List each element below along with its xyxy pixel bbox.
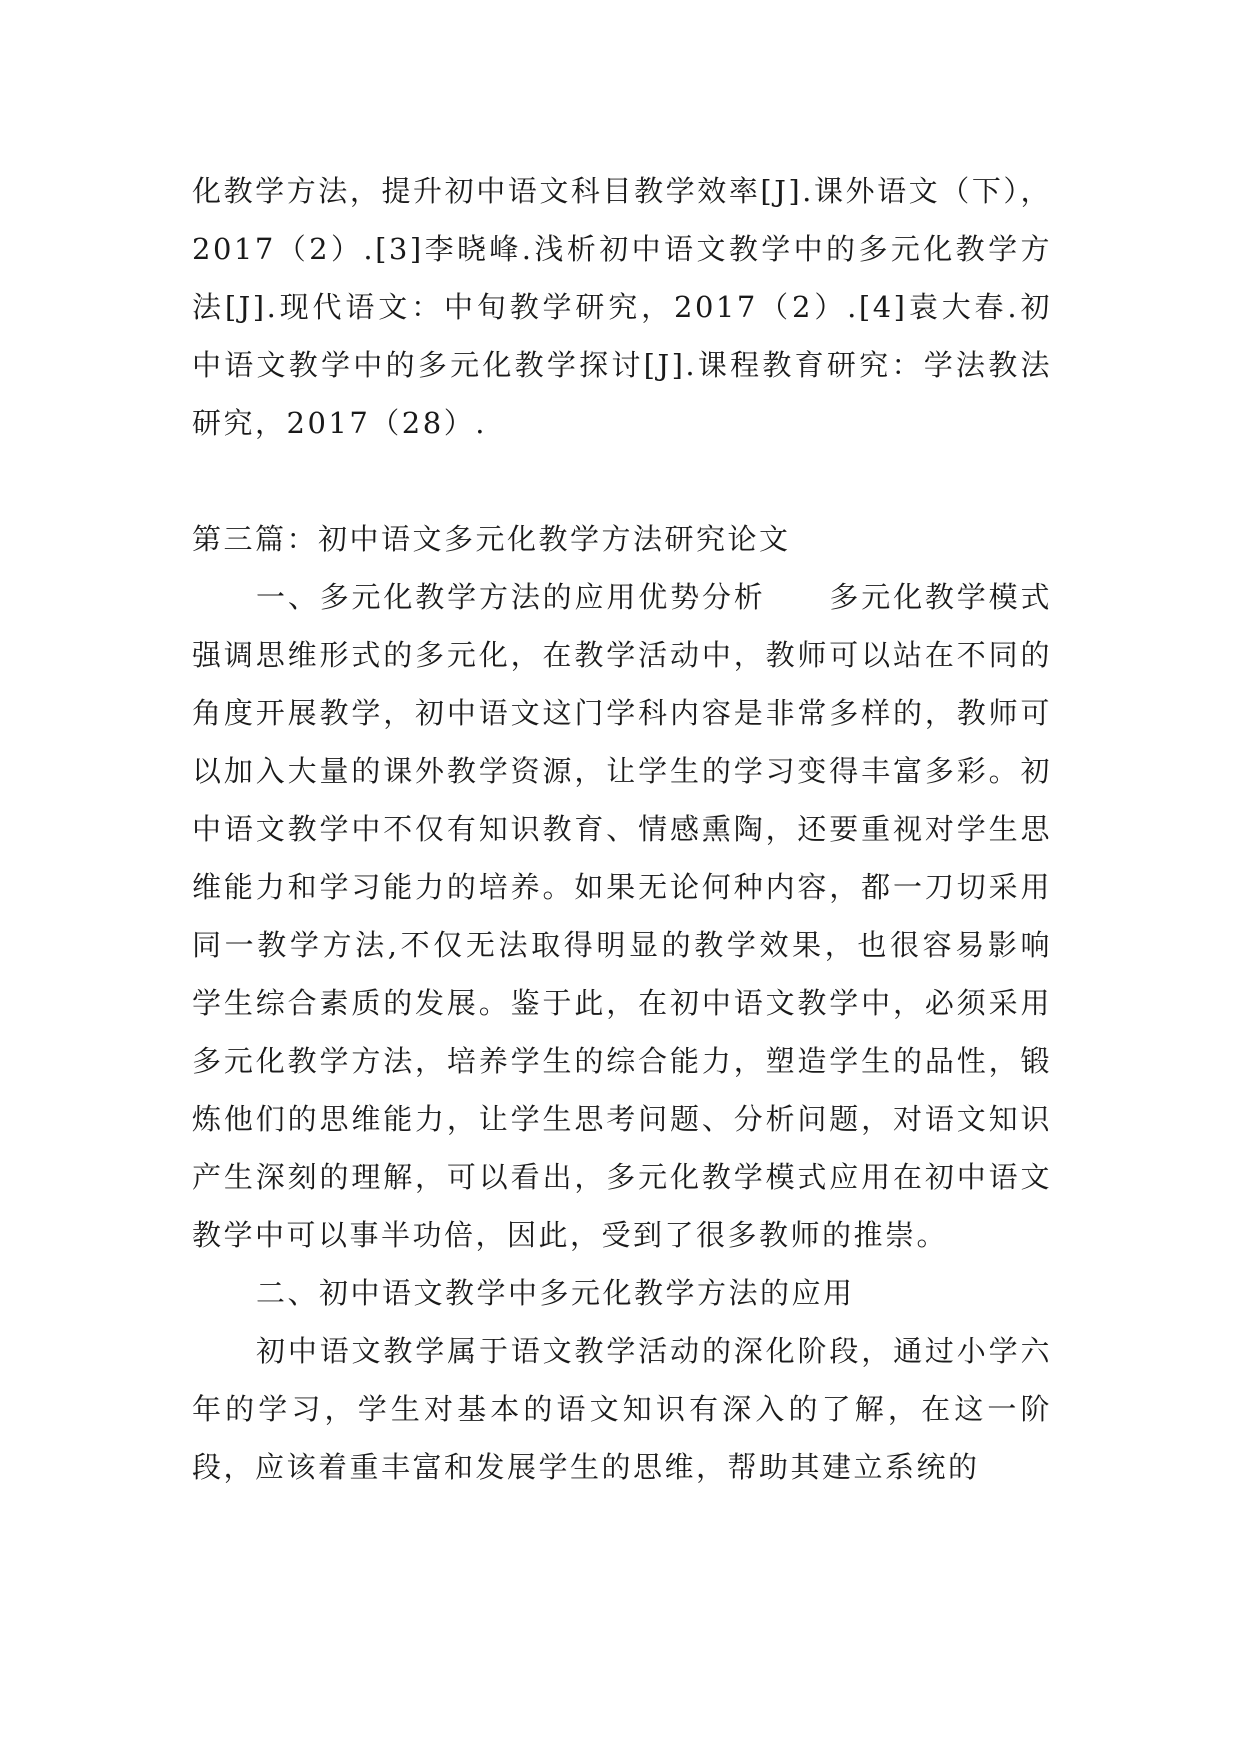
paragraph-advantages: 一、多元化教学方法的应用优势分析 多元化教学模式强调思维形式的多元化，在教学活动中，教师可以站在不同的角度开展教学，初中语文这门学科内容是非常多样的，教师可以加入大量的课外教学资源，让学生的学习变得丰富多彩。初中语文教学中不仅有知识教育、情感熏陶，还要重视对学生思维能力和学习能力的培养。如果无论何种内容，都一刀切采用同一教学方法,不仅无法取得明显的教学效果，也很容易影响学生综合素质的发展。鉴于此，在初中语文教学中，必须采用多元化教学方法，培养学生的综合能力，塑造学生的品性，锻炼他们的思维能力，让学生思考问题、分析问题，对语文知识产生深刻的理解，可以看出，多元化教学模式应用在初中语文教学中可以事半功倍，因此，受到了很多教师的推崇。 [192, 580, 1052, 1252]
document-body [192, 162, 1052, 1496]
references-continuation: 化教学方法，提升初中语文科目教学效率[J].课外语文（下），2017（2）.[3]李晓峰.浅析初中语文教学中的多元化教学方法[J].现代语文：中旬教学研究，2017（2）.[4]袁大春.初中语文教学中的多元化教学探讨[J].课程教育研究：学法教法研究，2017（28）. [192, 174, 1052, 440]
article-title: 第三篇：初中语文多元化教学方法研究论文 [192, 522, 791, 556]
paragraph-application: 初中语文教学属于语文教学活动的深化阶段，通过小学六年的学习，学生对基本的语文知识有深入的了解，在这一阶段，应该着重丰富和发展学生的思维，帮助其建立系统的 [192, 1334, 1052, 1484]
section-heading-application: 二、初中语文教学中多元化教学方法的应用 [256, 1276, 855, 1310]
